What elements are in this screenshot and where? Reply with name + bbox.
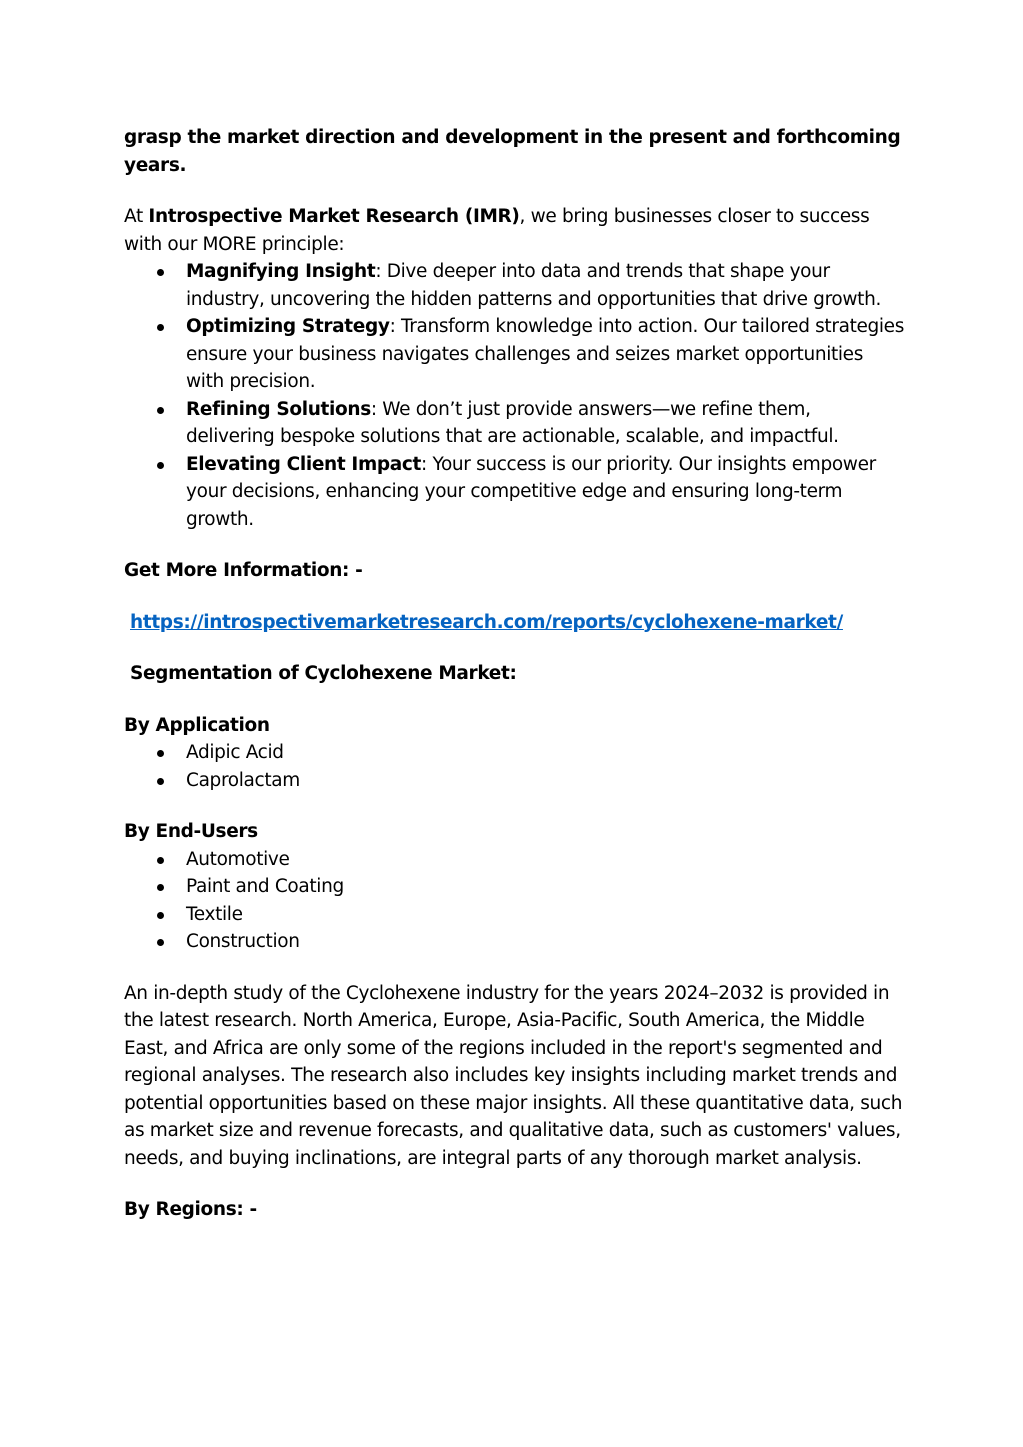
principle-text: : Your success is our priority. Our insights empower your decisions, enhancing your competitive edge and ensuring long-term growth. [186,453,876,530]
document-page [124,124,904,1224]
more-info-heading: Get More Information: - [124,560,363,581]
intro-prefix: At [124,206,149,227]
regions-heading: By Regions: - [124,1199,257,1220]
principle-title: Optimizing Strategy [186,316,390,337]
report-link[interactable]: https://introspectivemarketresearch.com/reports/cyclohexene-market/ [130,611,843,633]
application-list [124,739,904,794]
list-item: Textile [124,901,904,929]
intro-paragraph [124,203,904,258]
end-users-list [124,846,904,956]
list-item: Paint and Coating [124,873,904,901]
principle-text: : Dive deeper into data and trends that shape your industry, uncovering the hidden patterns and opportunities that drive growth. [186,261,881,310]
list-item [124,258,904,313]
list-item [124,313,904,396]
principle-text: : We don’t just provide answers—we refine them, delivering bespoke solutions that are actionable, scalable, and impactful. [186,398,839,447]
principle-title: Elevating Client Impact [186,453,422,475]
intro-suffix: , we bring businesses closer to success with our MORE principle: [124,206,870,255]
list-item: Adipic Acid [124,739,904,767]
study-paragraph: An in-depth study of the Cyclohexene industry for the years 2024–2032 is provided in the latest research. North America, Europe, Asia-Pacific, South America, the Middle East, and Africa are only some of the regions included in the report's segmented and regional analyses. The research also includes key insights including market trends and potential opportunities based on these major insights. All these quantitative data, such as market size and revenue forecasts, and qualitative data, such as customers' values, needs, and buying inclinations, are integral parts of any thorough market analysis. [124,982,903,1169]
by-end-users-heading: By End-Users [124,821,258,842]
principle-text: : Transform knowledge into action. Our tailored strategies ensure your business navigates challenges and seizes market opportunities with precision. [186,316,905,392]
list-item [124,396,904,451]
principle-title: Magnifying Insight [186,261,376,282]
list-item: Caprolactam [124,767,904,795]
more-info-link-row [124,609,904,637]
more-principle-list [124,258,904,533]
list-item: Construction [124,928,904,956]
list-item [124,451,904,534]
company-name: Introspective Market Research (IMR) [148,206,520,227]
list-item: Automotive [124,846,904,874]
by-application-heading: By Application [124,714,270,736]
segmentation-heading: Segmentation of Cyclohexene Market: [130,663,517,684]
principle-title: Refining Solutions [186,398,371,420]
lead-paragraph: grasp the market direction and development in the present and forthcoming years. [124,127,901,176]
